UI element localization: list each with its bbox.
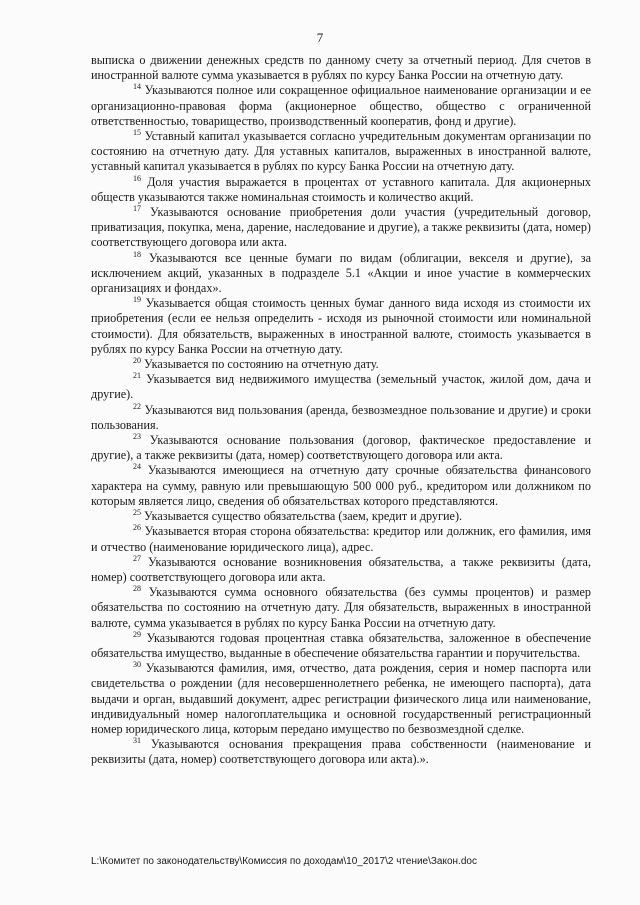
footnote-number: 28 (133, 584, 141, 594)
footnote-paragraph (91, 83, 591, 129)
footnote-number: 21 (133, 371, 141, 381)
page-number: 7 (316, 30, 324, 45)
footnote-number: 20 (133, 356, 141, 366)
footnote-number: 22 (133, 401, 141, 411)
footnote-text: Указываются основания прекращения права собственности (наименование и реквизиты (дата, номер) соответствующего договора или акта).». (91, 737, 592, 767)
footnote-paragraph (91, 296, 591, 357)
footnote-number: 14 (133, 82, 141, 92)
footnote-text: Указывается вторая сторона обязательства: кредитор или должник, его фамилия, имя и отчество (наименование юридического лица), адрес. (91, 524, 592, 554)
footnote-text: Указываются годовая процентная ставка обязательства, заложенное в обеспечение обязательства имущество, выданные в обеспечение обязательства гарантии и поручительства. (91, 630, 592, 660)
footnote-number: 27 (133, 553, 141, 563)
footnote-text: Указываются основание приобретения доли участия (учредительный договор, приватизация, покупка, мена, дарение, наследование и другие), а также реквизиты (дата, номер) соответствующего договора или акта. (91, 205, 592, 250)
document-body (91, 53, 591, 768)
footnote-number: 23 (133, 432, 141, 442)
footnote-paragraph (91, 403, 591, 433)
footnote-paragraph (91, 524, 591, 554)
footnote-number: 30 (133, 660, 141, 670)
footnote-text: Указываются вид пользования (аренда, безвозмездное пользование и другие) и сроки пользования. (91, 402, 592, 432)
footnote-text: Доля участия выражается в процентах от уставного капитала. Для акционерных обществ указываются также номинальная стоимость и количество акций. (91, 174, 592, 204)
footnote-number: 19 (133, 295, 141, 305)
footnote-paragraph (91, 631, 591, 661)
lead-paragraph: выписка о движении денежных средств по данному счету за отчетный период. Для счетов в иностранной валюте сумма указывается в рублях по курсу Банка России на отчетную дату. (91, 53, 591, 83)
footnote-text: Указываются имеющиеся на отчетную дату срочные обязательства финансового характера на сумму, равную или превышающую 500 000 руб., кредитором или должником по которым является лицо, сведения об обязательствах которого представляются. (91, 463, 592, 508)
footnote-paragraph (91, 357, 591, 372)
footnote-text: Указывается вид недвижимого имущества (земельный участок, жилой дом, дача и другие). (91, 372, 591, 402)
footnote-text: Указываются полное или сокращенное официальное наименование организации и ее организационно-правовая форма (акционерное общество, общество с ограниченной ответственностью, товарищество, производственный кооператив, фонд и другие). (91, 83, 591, 128)
footnote-text: Указываются фамилия, имя, отчество, дата рождения, серия и номер паспорта или свидетельства о рождении (для несовершеннолетнего ребенка, не имеющего паспорта), дата выдачи и орган, выдавший документ, адрес регистрации физического лица или наименование, индивидуальный номер налогоплательщика и основной государственный регистрационный номер юридического лица, которым передано имущество по безвозмездной сделке. (91, 661, 592, 736)
footnote-paragraph (91, 175, 591, 205)
footnote-number: 26 (133, 523, 141, 533)
footnote-paragraph (91, 205, 591, 251)
file-path-footer: L:\Комитет по законодательству\Комиссия по доходам\10_2017\2 чтение\Закон.doc (91, 856, 477, 867)
footnote-text: Указываются сумма основного обязательства (без суммы процентов) и размер обязательства по состоянию на отчетную дату. Для обязательств, выраженных в иностранной валюте, сумма указывается в рублях по курсу Банка России на отчетную дату. (91, 585, 591, 630)
footnote-number: 15 (133, 128, 141, 138)
footnote-number: 18 (133, 249, 141, 259)
footnote-text: Указываются основание пользования (договор, фактическое предоставление и другие), а также реквизиты (дата, номер) соответствующего договора или акта. (91, 433, 592, 463)
footnote-number: 29 (133, 629, 141, 639)
footnote-text: Указываются основание возникновения обязательства, а также реквизиты (дата, номер) соответствующего договора или акта. (91, 554, 592, 584)
footnote-list (91, 83, 591, 767)
footnote-paragraph (91, 737, 591, 767)
footnote-text: Указывается по состоянию на отчетную дату. (144, 357, 379, 372)
footnote-text: Указываются все ценные бумаги по видам (облигации, векселя и другие), за исключением акций, указанных в подразделе 5.1 «Акции и иное участие в коммерческих организациях и фондах». (91, 250, 591, 296)
footnote-paragraph (91, 509, 591, 524)
footnote-paragraph (91, 433, 591, 463)
footnote-number: 16 (133, 173, 141, 183)
footnote-paragraph (91, 251, 591, 297)
footnote-text: Указывается общая стоимость ценных бумаг данного вида исходя из стоимости их приобретения (если ее нельзя определить - исходя из рыночной стоимости или номинальной стоимости). Для обязательств, выраженных в иностранной валюте, стоимость указывается в рублях по курсу Банка России на отчетную дату. (91, 296, 592, 356)
footnote-number: 25 (133, 508, 141, 518)
footnote-number: 31 (133, 736, 141, 746)
footnote-paragraph (91, 585, 591, 631)
footnote-paragraph (91, 129, 591, 175)
footnote-paragraph (91, 372, 591, 402)
footnote-number: 24 (133, 462, 141, 472)
footnote-number: 17 (133, 204, 141, 214)
footnote-text: Указывается существо обязательства (заем, кредит и другие). (144, 509, 463, 524)
footnote-paragraph (91, 463, 591, 509)
footnote-text: Уставный капитал указывается согласно учредительным документам организации по состоянию на отчетную дату. Для уставных капиталов, выраженных в иностранной валюте, уставный капитал указывается в рублях по курсу Банка России на отчетную дату. (91, 129, 591, 174)
footnote-paragraph (91, 661, 591, 737)
footnote-paragraph (91, 555, 591, 585)
